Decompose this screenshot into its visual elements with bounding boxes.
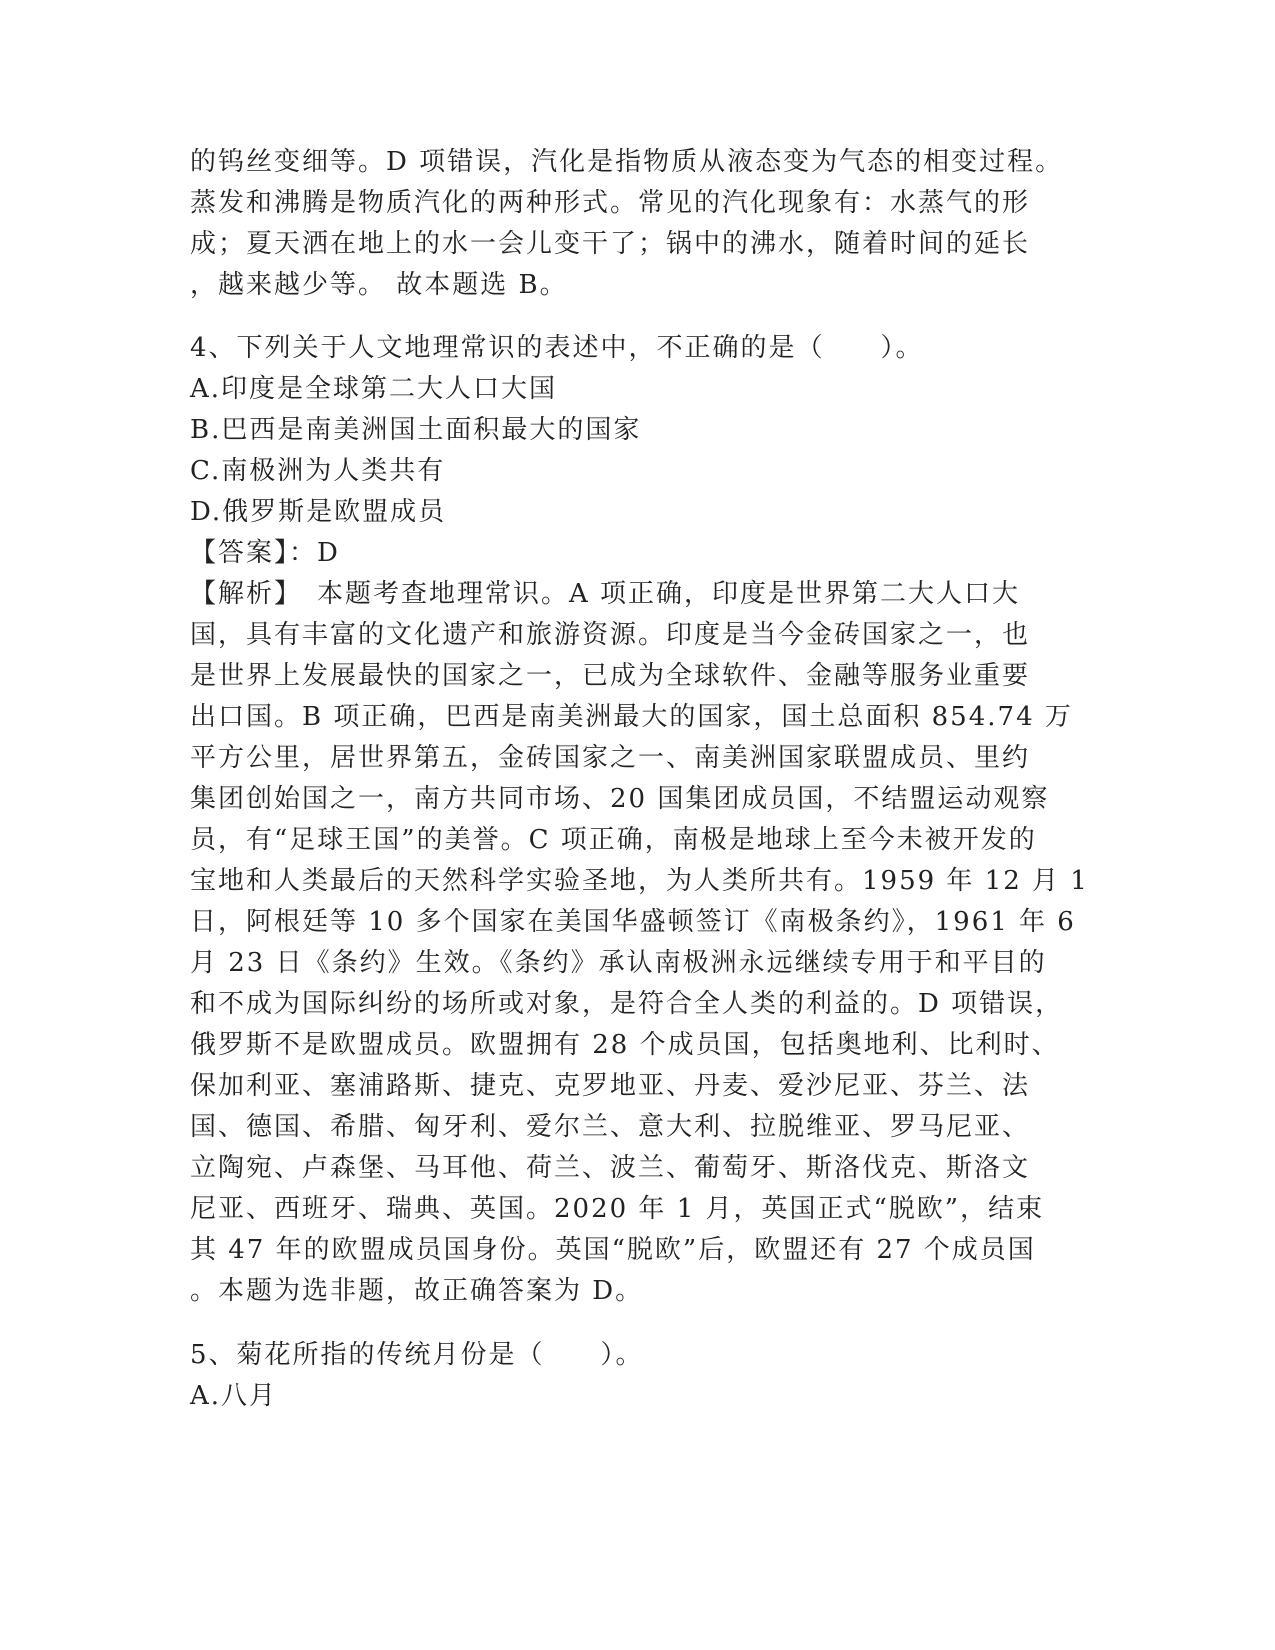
question-4-analysis-line: 宝地和人类最后的天然科学实验圣地，为人类所共有。1959 年 12 月 1	[190, 866, 1089, 896]
question-4-analysis-line: 立陶宛、卢森堡、马耳他、荷兰、波兰、葡萄牙、斯洛伐克、斯洛文	[190, 1153, 1031, 1183]
question-4-analysis-line: 集团创始国之一，南方共同市场、20 国集团成员国，不结盟运动观察	[190, 784, 1050, 814]
question-5-stem: 5、菊花所指的传统月份是（ ）。	[190, 1340, 644, 1370]
question-4-option-a: A.印度是全球第二大人口大国	[190, 374, 558, 404]
question-4-option-b: B.巴西是南美洲国土面积最大的国家	[190, 415, 642, 445]
question-4-analysis-line: 和不成为国际纠纷的场所或对象，是符合全人类的利益的。D 项错误，	[190, 989, 1064, 1019]
question-4-analysis-line: 。本题为选非题，故正确答案为 D。	[190, 1276, 644, 1306]
prev-explanation-line: 成；夏天洒在地上的水一会儿变干了；锅中的沸水，随着时间的延长	[190, 229, 1031, 259]
question-4-analysis-line: 是世界上发展最快的国家之一，已成为全球软件、金融等服务业重要	[190, 661, 1031, 691]
question-5-option-a: A.八月	[190, 1381, 278, 1411]
question-4-analysis-line: 俄罗斯不是欧盟成员。欧盟拥有 28 个成员国，包括奥地利、比利时、	[190, 1030, 1060, 1060]
question-4-option-c: C.南极洲为人类共有	[190, 456, 446, 486]
question-4-answer: 【答案】：D	[190, 538, 340, 568]
question-4-analysis-line: 日，阿根廷等 10 多个国家在美国华盛顿签订《南极条约》，1961 年 6	[190, 907, 1076, 937]
question-4-analysis-line: 【解析】 本题考查地理常识。A 项正确，印度是世界第二大人口大	[190, 579, 1021, 609]
prev-explanation-line: 蒸发和沸腾是物质汽化的两种形式。常见的汽化现象有：水蒸气的形	[190, 188, 1031, 218]
question-4-analysis-line: 保加利亚、塞浦路斯、捷克、克罗地亚、丹麦、爱沙尼亚、芬兰、法	[190, 1071, 1031, 1101]
question-4-analysis-line: 员，有“足球王国”的美誉。C 项正确，南极是地球上至今未被开发的	[190, 825, 1037, 855]
question-4-stem: 4、下列关于人文地理常识的表述中，不正确的是（ ）。	[190, 333, 924, 363]
question-4-analysis-line: 月 23 日《条约》生效。《条约》承认南极洲永远继续专用于和平目的	[190, 948, 1047, 978]
question-4-analysis-line: 平方公里，居世界第五，金砖国家之一、南美洲国家联盟成员、里约	[190, 743, 1031, 773]
question-4-analysis-line: 国，具有丰富的文化遗产和旅游资源。印度是当今金砖国家之一，也	[190, 620, 1031, 650]
prev-explanation-line: 的钨丝变细等。D 项错误，汽化是指物质从液态变为气态的相变过程。	[190, 147, 1064, 177]
question-4-analysis-line: 其 47 年的欧盟成员国身份。英国“脱欧”后，欧盟还有 27 个成员国	[190, 1235, 1036, 1265]
prev-explanation-line: ，越来越少等。 故本题选 B。	[190, 270, 568, 300]
question-4-option-d: D.俄罗斯是欧盟成员	[190, 497, 447, 527]
question-4-analysis-line: 出口国。B 项正确，巴西是南美洲最大的国家，国土总面积 854.74 万	[190, 702, 1073, 732]
question-4-analysis-line: 尼亚、西班牙、瑞典、英国。2020 年 1 月，英国正式“脱欧”，结束	[190, 1194, 1045, 1224]
question-4-analysis-line: 国、德国、希腊、匈牙利、爱尔兰、意大利、拉脱维亚、罗马尼亚、	[190, 1112, 1031, 1142]
